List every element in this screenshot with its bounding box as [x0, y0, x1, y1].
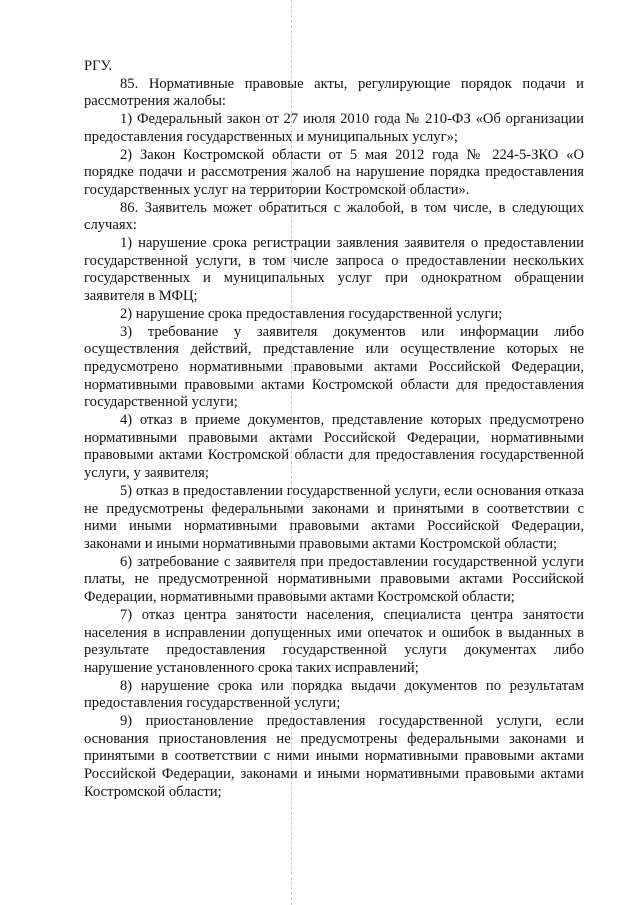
paragraph-86-item-5: 5) отказ в предоставлении государственной услуги, если основания отказа не предусмотрены федеральными законами и принятыми в соответствии с ними иными нормативными правовыми актами Российской Федерации, законами и иными нормативными правовыми актами Костромской области;: [84, 482, 584, 552]
paragraph-86-heading: 86. Заявитель может обратиться с жалобой, в том числе, в следующих случаях:: [84, 199, 584, 234]
paragraph-85-item-2: 2) Закон Костромской области от 5 мая 2012 года № 224-5-ЗКО «О порядке подачи и рассмотрения жалоб на нарушение порядка предоставления государственных услуг на территории Костромской области».: [84, 146, 584, 198]
paragraph-86-item-1: 1) нарушение срока регистрации заявления заявителя о предоставлении государственной услуги, в том числе запроса о предоставлении нескольких государственных и муниципальных услуг при однократном обращении заявителя в МФЦ;: [84, 235, 584, 305]
document-body: [84, 58, 584, 802]
paragraph-86-item-2: 2) нарушение срока предоставления государственной услуги;: [120, 305, 503, 322]
paragraph-85-item-1: 1) Федеральный закон от 27 июля 2010 года № 210-ФЗ «Об организации предоставления государственных и муниципальных услуг»;: [84, 111, 584, 145]
paragraph-86-item-8: 8) нарушение срока или порядка выдачи документов по результатам предоставления государственной услуги;: [84, 677, 584, 712]
paragraph-85-heading: 85. Нормативные правовые акты, регулирующие порядок подачи и рассмотрения жалобы:: [84, 75, 584, 110]
paragraph-86-item-4: 4) отказ в приеме документов, представление которых предусмотрено нормативными правовыми актами Российской Федерации, нормативными правовыми актами Костромской области для предоставления государственной услуги, у заявителя;: [84, 412, 584, 482]
paragraph-86-item-6: 6) затребование с заявителя при предоставлении государственной услуги платы, не предусмотренной нормативными правовыми актами Российской Федерации, нормативными правовыми актами Костромской области;: [84, 553, 584, 606]
paragraph-86-item-7: 7) отказ центра занятости населения, специалиста центра занятости населения в исправлении допущенных ими опечаток и ошибок в выданных в результате предоставления государственной услуги документах либо нарушение установленного срока таких исправлений;: [84, 606, 584, 676]
paragraph-continuation: РГУ.: [84, 58, 113, 74]
paragraph-86-item-3: 3) требование у заявителя документов или информации либо осуществления действий, представление или осуществление которых не предусмотрено нормативными правовыми актами Российской Федерации, нормативными правовыми актами Костромской области для предоставления государственной услуги;: [84, 323, 584, 411]
paragraph-86-item-9: 9) приостановление предоставления государственной услуги, если основания приостановления не предусмотрены федеральными законами и принятыми в соответствии с ними иными нормативными правовыми актами Российской Федерации, законами и иными нормативными правовыми актами Костромской области;: [84, 713, 584, 800]
